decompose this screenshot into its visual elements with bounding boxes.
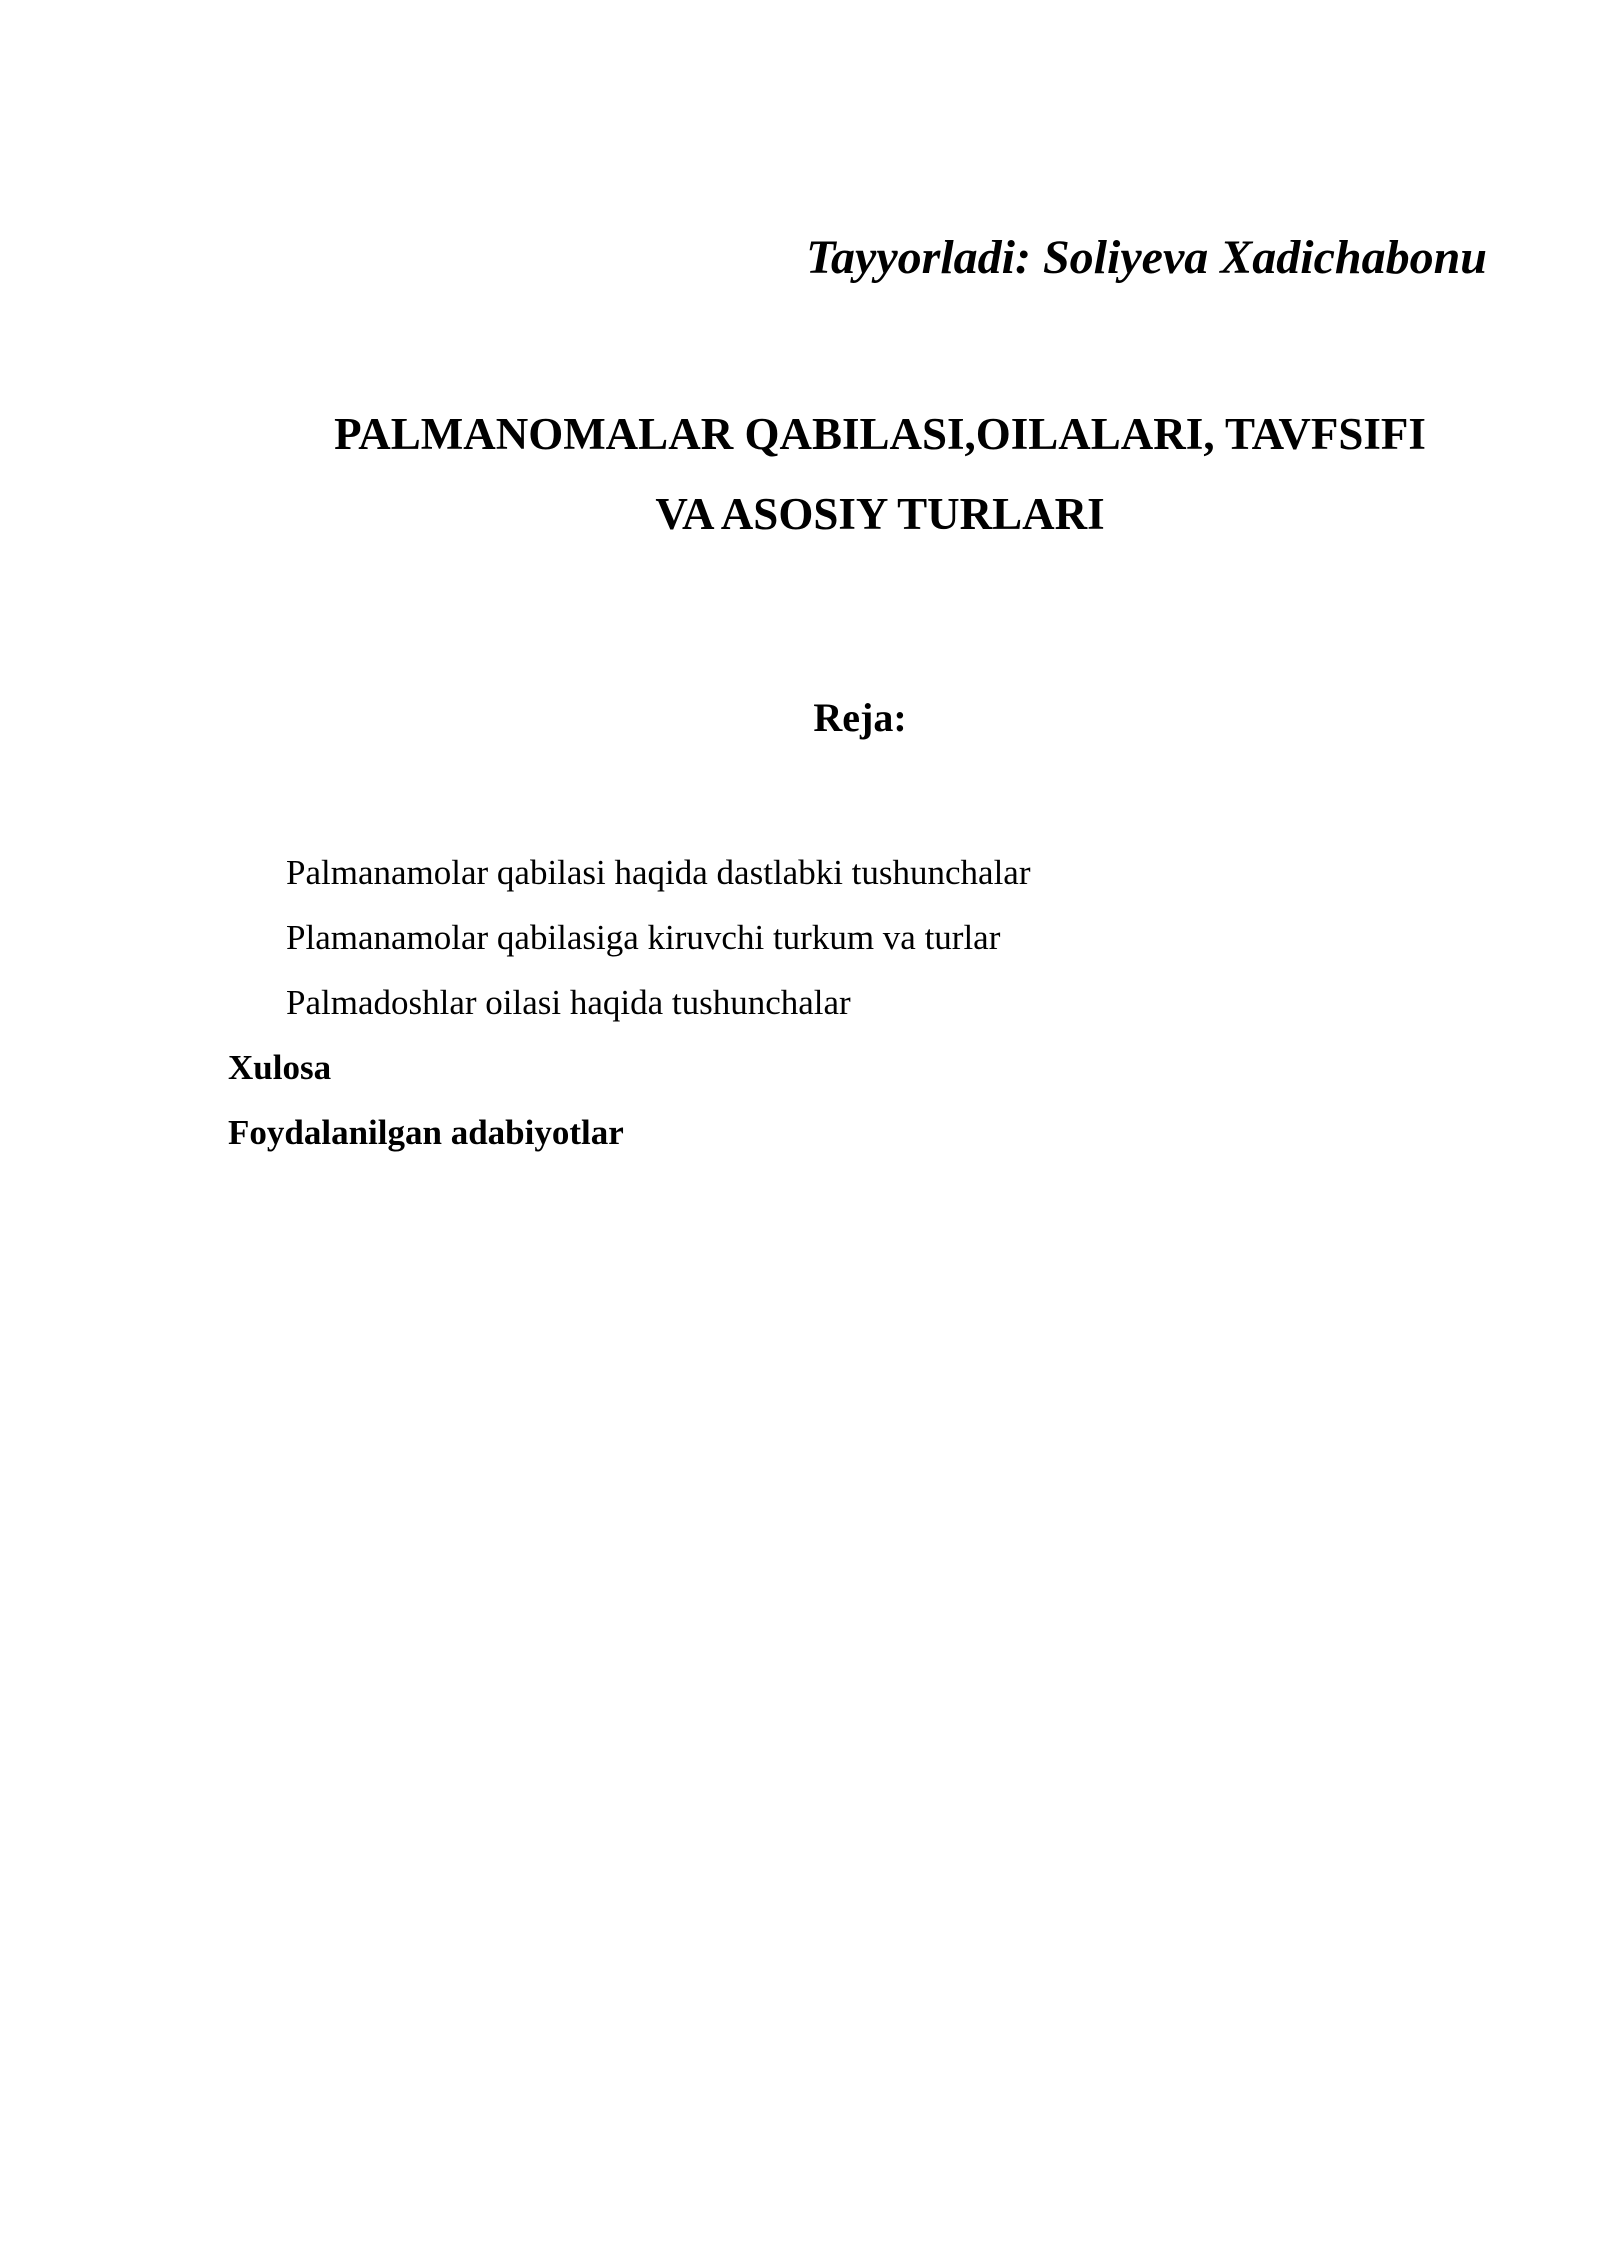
plan-item-conclusion: Xulosa [228, 1048, 332, 1087]
title-line-1: PALMANOMALAR QABILASI,OILALARI, TAVFSIFI [334, 409, 1426, 459]
plan-list [228, 840, 1428, 1165]
author-line: Tayyorladi: Soliyeva Xadichabonu [806, 231, 1487, 284]
plan-item-3: Palmadoshlar oilasi haqida tushunchalar [286, 983, 851, 1022]
plan-item-2: Plamanamolar qabilasiga kiruvchi turkum va turlar [286, 918, 1001, 957]
title-line-2: VA ASOSIY TURLARI [655, 489, 1105, 539]
plan-item-1: Palmanamolar qabilasi haqida dastlabki tushunchalar [286, 853, 1031, 892]
document-title [280, 394, 1480, 554]
plan-heading: Reja: [813, 695, 907, 740]
plan-item-references: Foydalanilgan adabiyotlar [228, 1113, 624, 1152]
